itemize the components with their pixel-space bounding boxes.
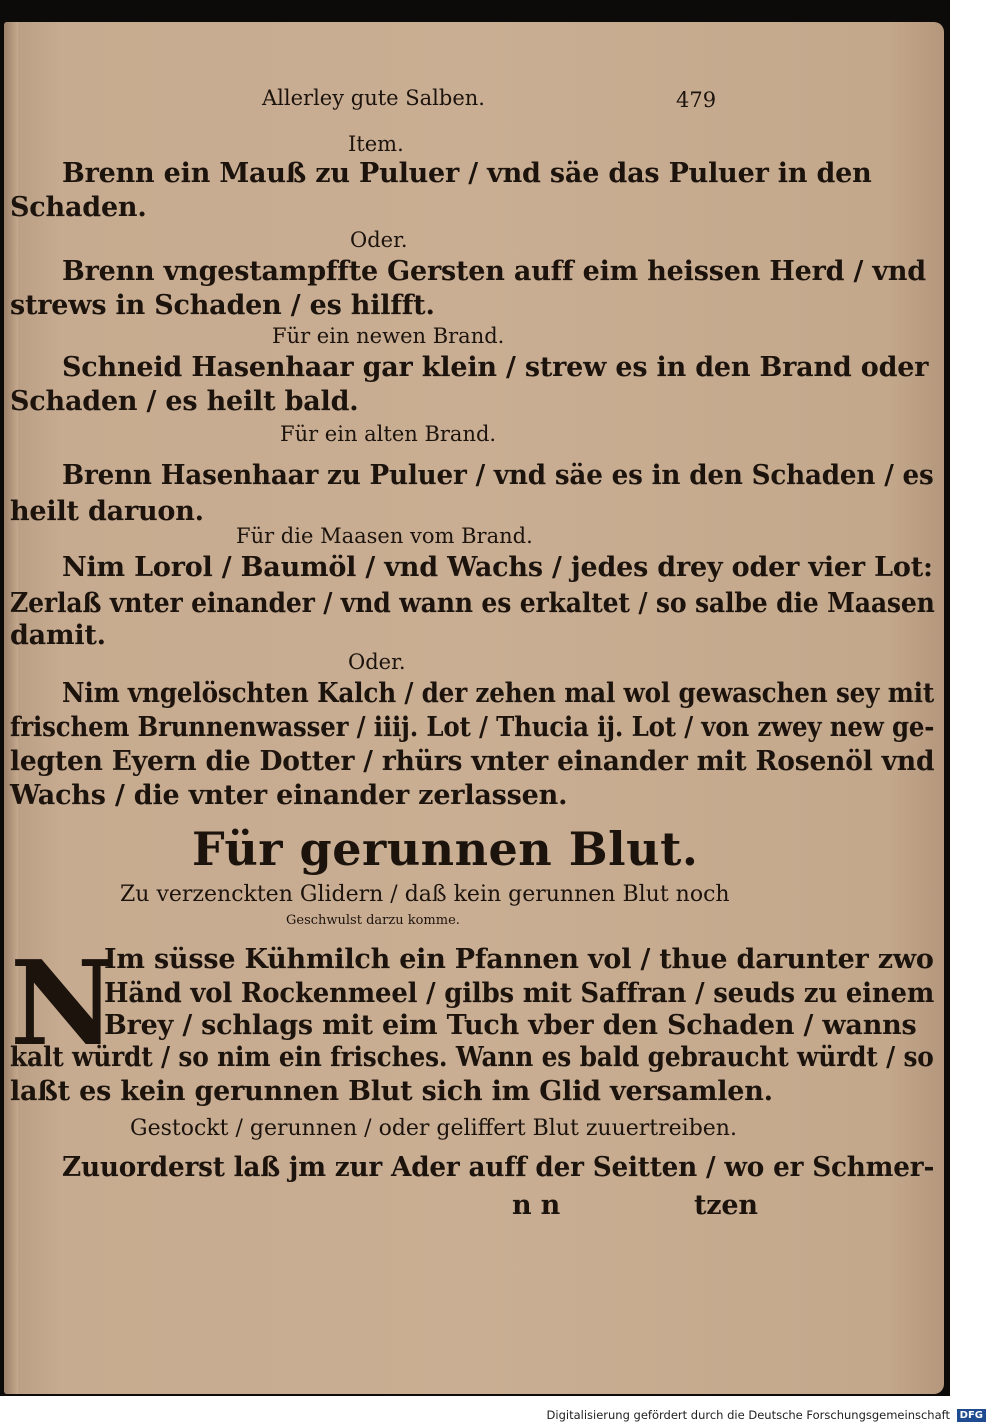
text-line: Brenn ein Mauß zu Puluer / vnd säe das Puluer in den: [62, 158, 872, 189]
signature-mark: n n: [512, 1190, 561, 1221]
text-line: Zuuorderst laß jm zur Ader auff der Seitten / wo er Schmer-: [62, 1152, 935, 1183]
text-line: Schaden / es heilt bald.: [10, 386, 359, 417]
text-line: damit.: [10, 620, 106, 651]
text-line: legten Eyern die Dotter / rhürs vnter einander mit Rosenöl vnd: [10, 746, 935, 777]
digitization-footer: [547, 1408, 986, 1422]
text-line: kalt würdt / so nim ein frisches. Wann es bald gebraucht würdt / so: [10, 1042, 934, 1073]
text-line: Schaden.: [10, 192, 147, 223]
text-line: Nim Lorol / Baumöl / vnd Wachs / jedes drey oder vier Lot:: [62, 552, 933, 583]
text-line: laßt es kein gerunnen Blut sich im Glid versamlen.: [10, 1076, 773, 1107]
page-text: [4, 22, 944, 1394]
heading-neuer-brand: Für ein newen Brand.: [272, 324, 505, 348]
text-line: Händ vol Rockenmeel / gilbs mit Saffran / seuds zu einem: [104, 978, 935, 1009]
heading-alter-brand: Für ein alten Brand.: [280, 422, 497, 446]
text-line: Schneid Hasenhaar gar klein / strew es in den Brand oder: [62, 352, 929, 383]
heading-item: Item.: [348, 132, 404, 156]
text-line: Nim vngelöschten Kalch / der zehen mal wol gewaschen sey mit: [62, 678, 935, 709]
section-title: Für gerunnen Blut.: [192, 822, 699, 876]
heading-maasen: Für die Maasen vom Brand.: [236, 524, 533, 548]
heading-oder: Oder.: [350, 228, 408, 252]
text-line: Brenn vngestampffte Gersten auff eim heissen Herd / vnd: [62, 256, 926, 287]
section-subtitle: Zu verzenckten Glidern / daß kein gerunnen Blut noch: [120, 882, 730, 907]
heading-oder: Oder.: [348, 650, 406, 674]
text-line: Brey / schlags mit eim Tuch vber den Schaden / wanns: [104, 1010, 917, 1041]
drop-cap-initial: N: [10, 936, 117, 1072]
text-line: Wachs / die vnter einander zerlassen.: [10, 780, 568, 811]
footer-credit: Digitalisierung gefördert durch die Deutsche Forschungsgemeinschaft: [546, 1408, 950, 1422]
section-subtitle-cont: Geschwulst darzu komme.: [286, 913, 460, 928]
page-number: 479: [676, 88, 717, 112]
text-line: Im süsse Kühmilch ein Pfannen vol / thue darunter zwo: [104, 944, 934, 975]
book-page: [4, 22, 944, 1394]
catchword: tzen: [694, 1190, 758, 1221]
text-line: heilt daruon.: [10, 496, 204, 527]
text-line: frischem Brunnenwasser / iiij. Lot / Thucia ij. Lot / von zwey new ge-: [10, 712, 935, 743]
heading-gestockt: Gestockt / gerunnen / oder geliffert Blut zuuertreiben.: [130, 1116, 737, 1141]
text-line: Zerlaß vnter einander / vnd wann es erkaltet / so salbe die Maasen: [10, 588, 935, 619]
running-title: Allerley gute Salben.: [262, 86, 485, 110]
text-line: Brenn Hasenhaar zu Puluer / vnd säe es in den Schaden / es: [62, 460, 934, 491]
dfg-logo: DFG: [957, 1409, 986, 1422]
text-line: strews in Schaden / es hilfft.: [10, 290, 435, 321]
